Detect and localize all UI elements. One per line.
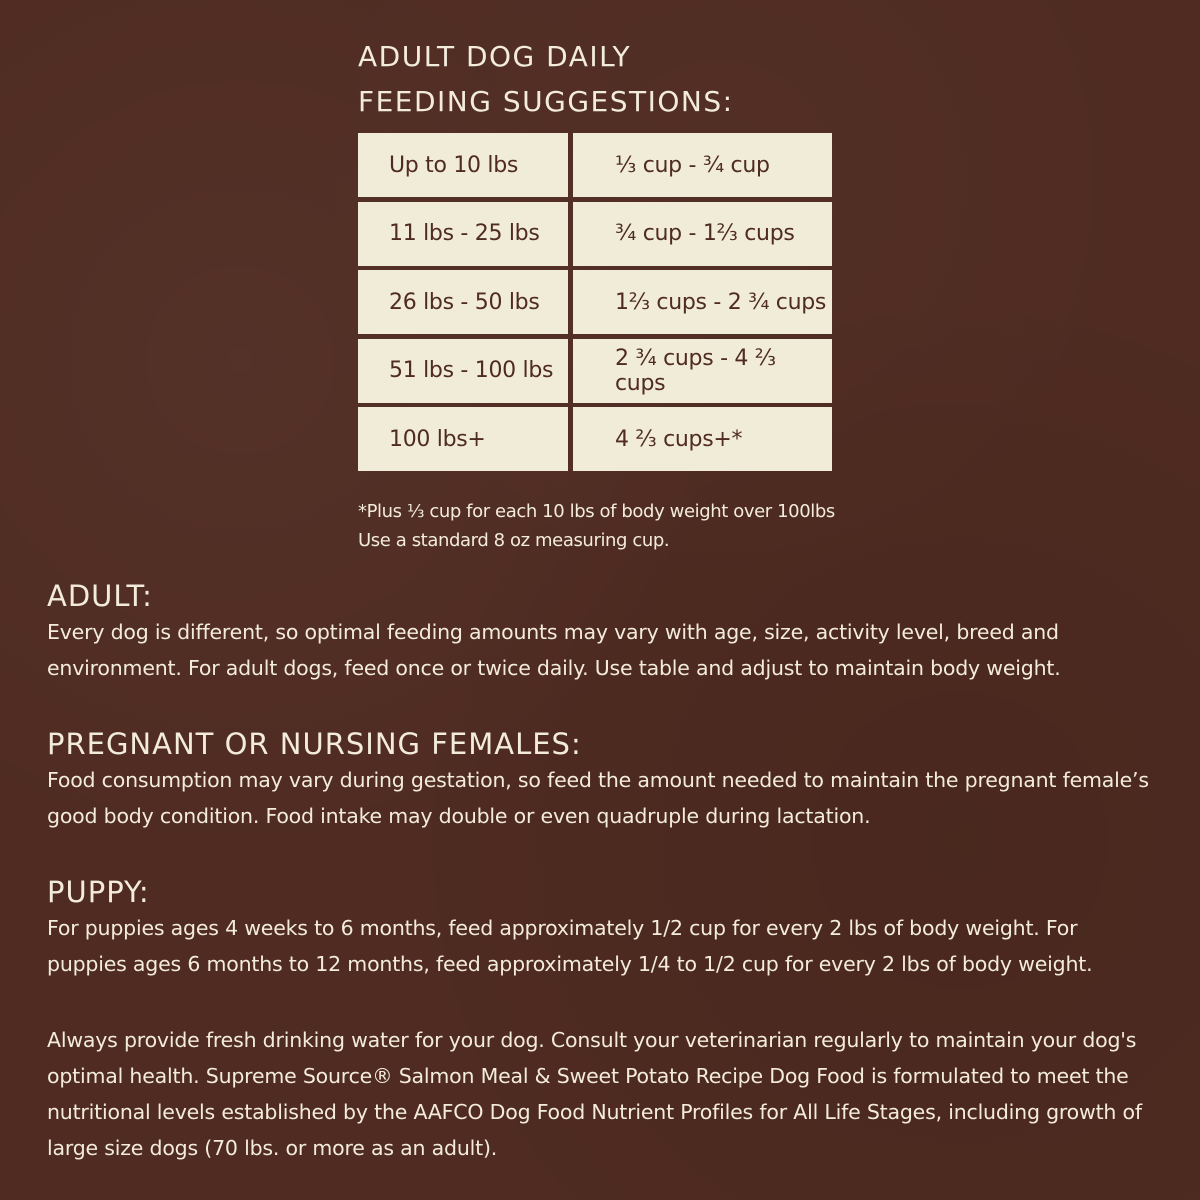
- puppy-body: For puppies ages 4 weeks to 6 months, feed approximately 1/2 cup for every 2 lbs of body weight. For puppies ages 6 months to 12 months, feed approximately 1/4 to 1/2 cup for every 2 lbs of body weight.: [47, 916, 1093, 976]
- pregnant-section: [47, 726, 1157, 834]
- puppy-heading: PUPPY:: [47, 875, 150, 909]
- adult-section: [47, 578, 1157, 686]
- amount-cell: 1⅔ cups - 2 ¾ cups: [573, 270, 832, 334]
- table-footnote: [358, 497, 835, 555]
- amount-cell: 4 ⅔ cups+*: [573, 407, 832, 471]
- pregnant-body: Food consumption may vary during gestation, so feed the amount needed to maintain the pregnant female’s good body condition. Food intake may double or even quadruple during lactation.: [47, 768, 1149, 828]
- title-line-1: ADULT DOG DAILY: [358, 40, 632, 73]
- weight-cell: 26 lbs - 50 lbs: [358, 270, 568, 334]
- table-row: [358, 133, 832, 197]
- table-row: [358, 339, 832, 403]
- closing-section: [47, 1022, 1157, 1166]
- footnote-line-1: *Plus ⅓ cup for each 10 lbs of body weight over 100lbs: [358, 501, 835, 522]
- adult-heading: ADULT:: [47, 579, 153, 613]
- amount-cell: ⅓ cup - ¾ cup: [573, 133, 832, 197]
- table-row: [358, 202, 832, 266]
- weight-cell: 100 lbs+: [358, 407, 568, 471]
- adult-body: Every dog is different, so optimal feeding amounts may vary with age, size, activity level, breed and environment. For adult dogs, feed once or twice daily. Use table and adjust to maintain body weight.: [47, 620, 1061, 680]
- weight-cell: Up to 10 lbs: [358, 133, 568, 197]
- feeding-table: [358, 133, 832, 476]
- weight-cell: 11 lbs - 25 lbs: [358, 202, 568, 266]
- closing-body: Always provide fresh drinking water for your dog. Consult your veterinarian regularly to maintain your dog's optimal health. Supreme Source® Salmon Meal & Sweet Potato Recipe Dog Food is formulated to meet the nutritional levels established by the AAFCO Dog Food Nutrient Profiles for All Life Stages, including growth of large size dogs (70 lbs. or more as an adult).: [47, 1028, 1142, 1160]
- table-row: [358, 407, 832, 471]
- puppy-section: [47, 874, 1157, 982]
- page-title: [358, 34, 734, 124]
- title-line-2: FEEDING SUGGESTIONS:: [358, 85, 734, 118]
- amount-cell: 2 ¾ cups - 4 ⅔ cups: [573, 339, 832, 403]
- weight-cell: 51 lbs - 100 lbs: [358, 339, 568, 403]
- footnote-line-2: Use a standard 8 oz measuring cup.: [358, 530, 670, 551]
- amount-cell: ¾ cup - 1⅔ cups: [573, 202, 832, 266]
- pregnant-heading: PREGNANT OR NURSING FEMALES:: [47, 727, 582, 761]
- table-row: [358, 270, 832, 334]
